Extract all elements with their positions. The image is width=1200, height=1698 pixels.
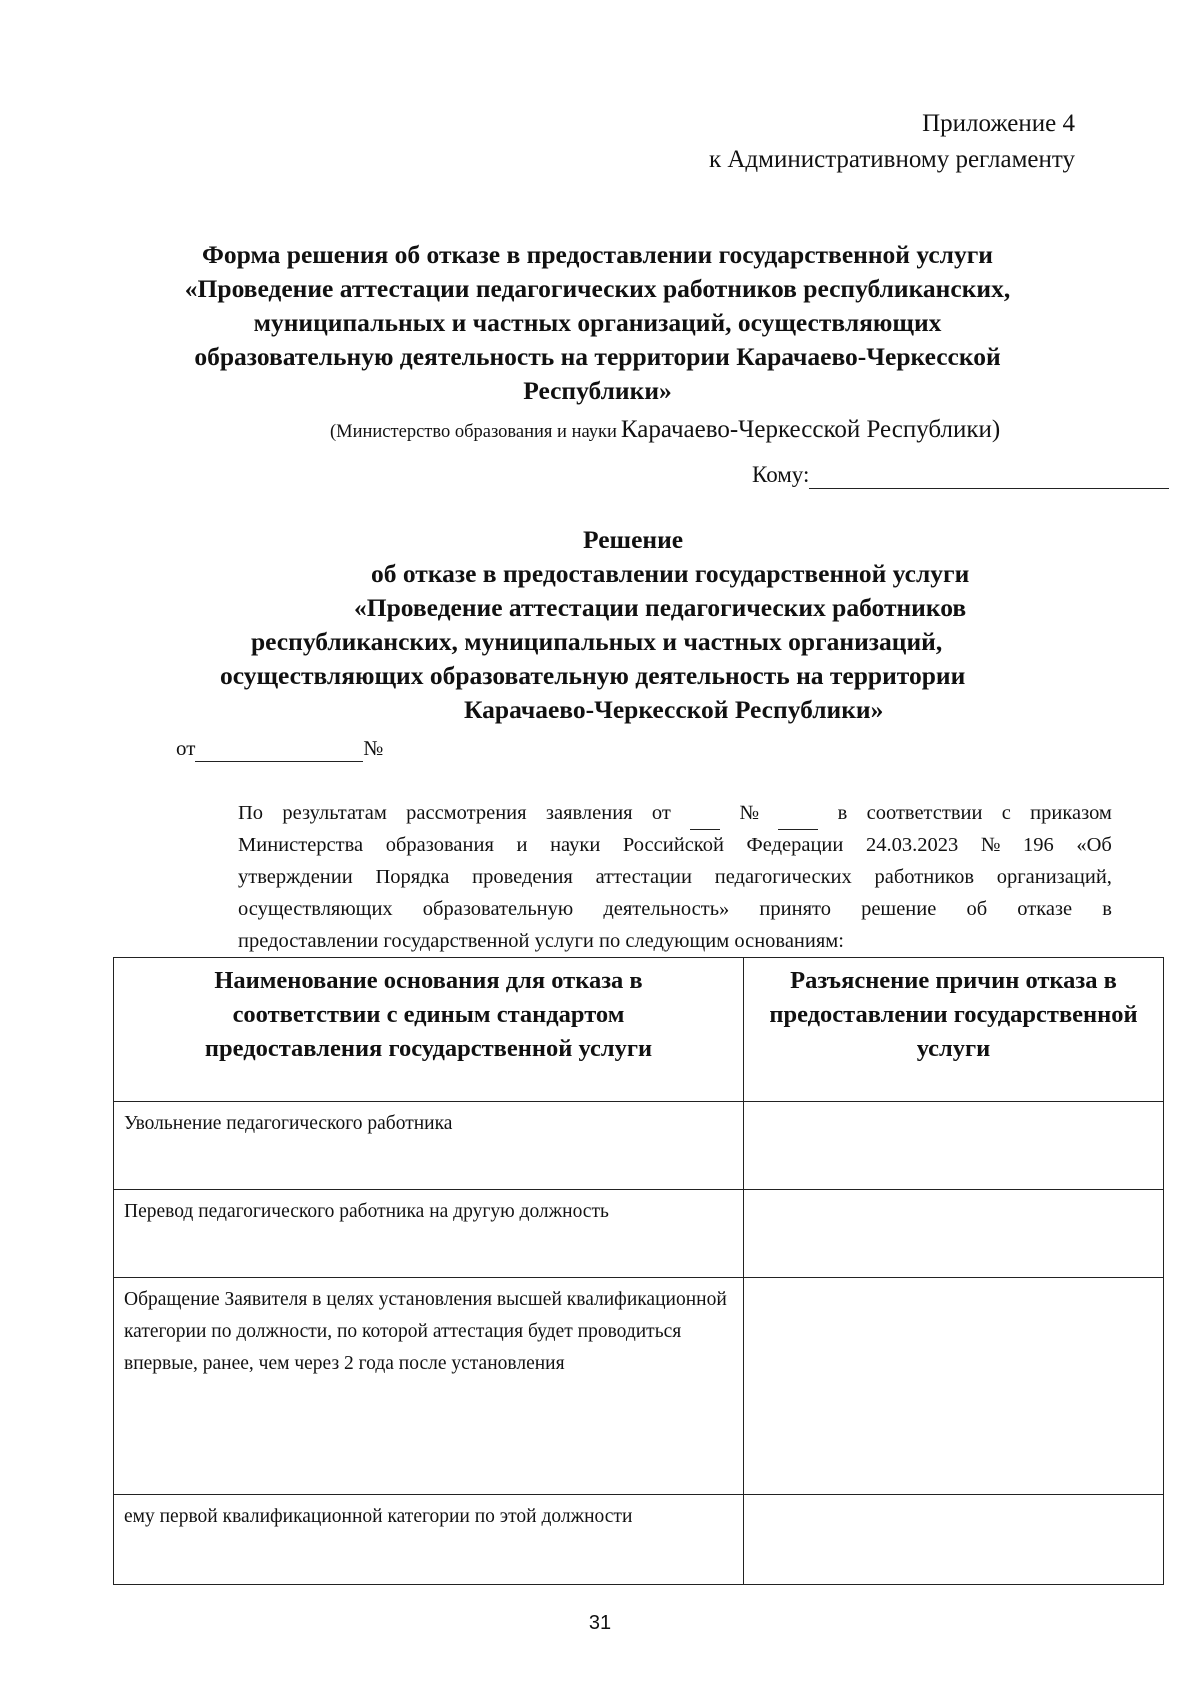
word: решение (861, 898, 937, 920)
recipient-blank[interactable] (809, 462, 1169, 489)
table-row (114, 1278, 1164, 1495)
number-label: № (363, 736, 384, 760)
word: рассмотрения (406, 802, 527, 824)
page-number: 31 (588, 1612, 612, 1634)
word: проведения (472, 866, 573, 888)
word: Порядка (375, 866, 450, 888)
word: в (1102, 898, 1112, 920)
table-cell-explanation[interactable] (744, 1495, 1164, 1585)
form-title-line: муниципальных и частных организаций, осуществляющих (253, 308, 942, 337)
table-row (114, 1495, 1164, 1585)
decision-title-line: осуществляющих образовательную деятельность на территории (220, 661, 966, 690)
word: Российской (622, 834, 724, 856)
ministry-name (330, 416, 1000, 444)
application-number-blank[interactable] (778, 797, 818, 830)
word: 24.03.2023 (865, 834, 959, 856)
column-header-explanation: Разъяснение причин отказа в предоставлении государственной услуги (744, 958, 1164, 1102)
decision-heading: Решение (583, 525, 684, 554)
ministry-name-part1: (Министерство образования и науки (330, 422, 617, 442)
table-cell-basis: ему первой квалификационной категории по этой должности (114, 1495, 744, 1585)
decision-title-line: Карачаево-Черкесской Республики» (464, 695, 884, 724)
body-line (238, 861, 1112, 893)
word: утверждении (238, 866, 353, 888)
word: образования (385, 834, 494, 856)
word: принято (759, 898, 831, 920)
word: об (966, 898, 988, 920)
ministry-name-part2: Карачаево-Черкесской Республики) (620, 416, 1001, 443)
recipient-label: Кому: (752, 462, 810, 487)
form-title (120, 238, 1075, 408)
word: организаций, (996, 866, 1112, 888)
word: № (980, 834, 1001, 856)
word: соответствии (866, 802, 983, 824)
decision-title-line: «Проведение аттестации педагогических работников (354, 593, 967, 622)
decision-title-line: республиканских, муниципальных и частных организаций, (251, 627, 943, 656)
appendix-number: Приложение 4 (922, 110, 1075, 137)
word: от (651, 802, 671, 824)
application-date-blank[interactable] (690, 797, 720, 830)
word: результатам (282, 802, 387, 824)
body-line (238, 829, 1112, 861)
table-row (114, 1190, 1164, 1278)
table-cell-explanation[interactable] (744, 1190, 1164, 1278)
word: заявления (545, 802, 633, 824)
word: в (837, 802, 848, 824)
word: науки (550, 834, 601, 856)
form-title-line: Форма решения об отказе в предоставлении государственной услуги (202, 240, 993, 269)
refusal-grounds-table (113, 957, 1164, 1585)
word: 196 (1023, 834, 1054, 856)
word: отказе (1017, 898, 1073, 920)
decision-title-line: об отказе в предоставлении государственной услуги (371, 559, 970, 588)
word: осуществляющих (238, 898, 393, 920)
word: педагогических (714, 866, 852, 888)
body-line (238, 797, 1112, 830)
table-cell-basis: Перевод педагогического работника на другую должность (114, 1190, 744, 1278)
word: с (1001, 802, 1011, 824)
table-header-row (114, 958, 1164, 1102)
date-blank[interactable] (195, 736, 363, 762)
recipient-line (752, 462, 1169, 489)
decision-date-number (176, 736, 383, 762)
table-row (114, 1102, 1164, 1190)
word: аттестации (595, 866, 692, 888)
form-title-line: Республики» (523, 376, 672, 405)
appendix-reference: к Административному регламенту (708, 146, 1075, 173)
word: и (516, 834, 528, 856)
word: № (739, 802, 760, 824)
body-line (238, 893, 1112, 925)
word: Министерства (238, 834, 364, 856)
form-title-line: образовательную деятельность на территории Карачаево-Черкесской (194, 342, 1001, 371)
word: «Об (1076, 834, 1112, 856)
form-title-line: «Проведение аттестации педагогических работников республиканских, (184, 274, 1011, 303)
word: По (238, 802, 264, 824)
word: приказом (1030, 802, 1112, 824)
date-label: от (176, 736, 196, 760)
table-cell-basis: Обращение Заявителя в целях установления высшей квалификационной категории по должности, по которой аттестация будет проводиться впервые, ранее, чем через 2 года после установления (114, 1278, 744, 1495)
word: деятельность» (603, 898, 730, 920)
word: Федерации (746, 834, 844, 856)
word: работников (874, 866, 975, 888)
body-line: предоставлении государственной услуги по следующим основаниям: (238, 930, 844, 952)
table-cell-basis: Увольнение педагогического работника (114, 1102, 744, 1190)
column-header-basis: Наименование основания для отказа в соответствии с единым стандартом предоставления государственной услуги (114, 958, 744, 1102)
word: образовательную (422, 898, 574, 920)
table-cell-explanation[interactable] (744, 1278, 1164, 1495)
table-cell-explanation[interactable] (744, 1102, 1164, 1190)
